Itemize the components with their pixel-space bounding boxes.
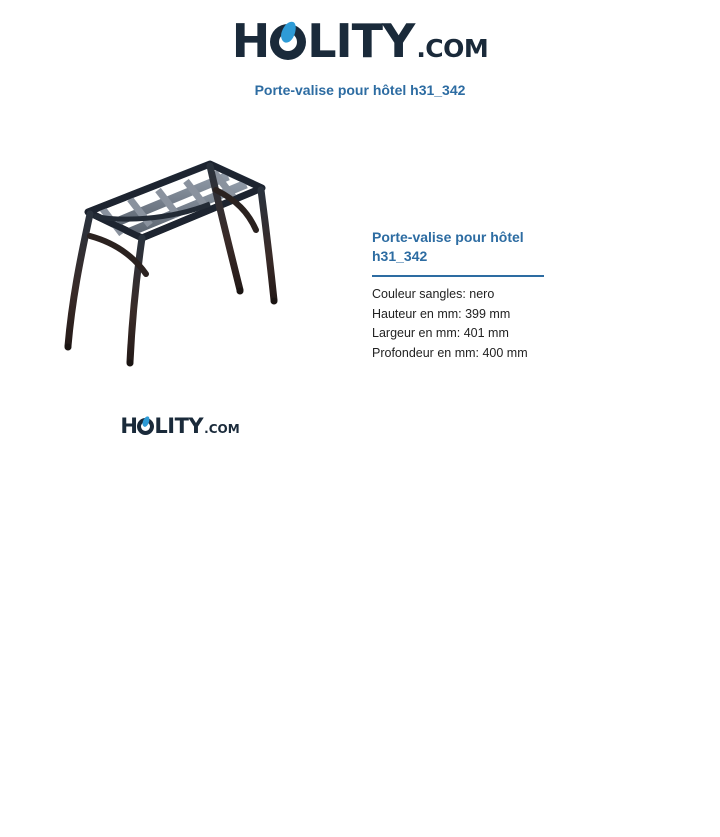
- watermark-text-h: H: [120, 414, 138, 438]
- logo-text-dotcom: .COM: [416, 34, 489, 63]
- site-header: [0, 0, 720, 68]
- watermark-o-icon: [137, 418, 154, 435]
- watermark-text-lity: LITY: [154, 414, 204, 438]
- spec-item-strap-color: Couleur sangles: nero: [372, 286, 495, 301]
- product-image-column: [0, 120, 360, 437]
- logo-text-lity: LITY: [307, 14, 415, 68]
- page-title: Porte-valise pour hôtel h31_342: [254, 82, 466, 98]
- image-watermark-logo: [0, 416, 360, 437]
- product-image: [0, 150, 360, 410]
- spec-item-height: Hauteur en mm: 399 mm: [372, 306, 511, 321]
- main-content: [0, 120, 720, 437]
- product-details-column: [372, 120, 672, 364]
- title-divider: [372, 275, 544, 277]
- spec-item-width: Largeur en mm: 401 mm: [372, 326, 509, 341]
- spec-item-depth: Profondeur en mm: 400 mm: [372, 346, 528, 361]
- watermark-text-dotcom: .COM: [204, 422, 240, 436]
- product-title-line1: Porte-valise pour hôtel: [372, 229, 524, 245]
- luggage-rack-illustration: [50, 150, 310, 380]
- logo-text-h: H: [231, 14, 270, 68]
- product-spec-list: [372, 285, 672, 364]
- product-title: [372, 228, 572, 266]
- logo-o-icon: [270, 24, 306, 60]
- holity-logo[interactable]: [231, 14, 489, 68]
- product-title-line2: h31_342: [372, 247, 428, 264]
